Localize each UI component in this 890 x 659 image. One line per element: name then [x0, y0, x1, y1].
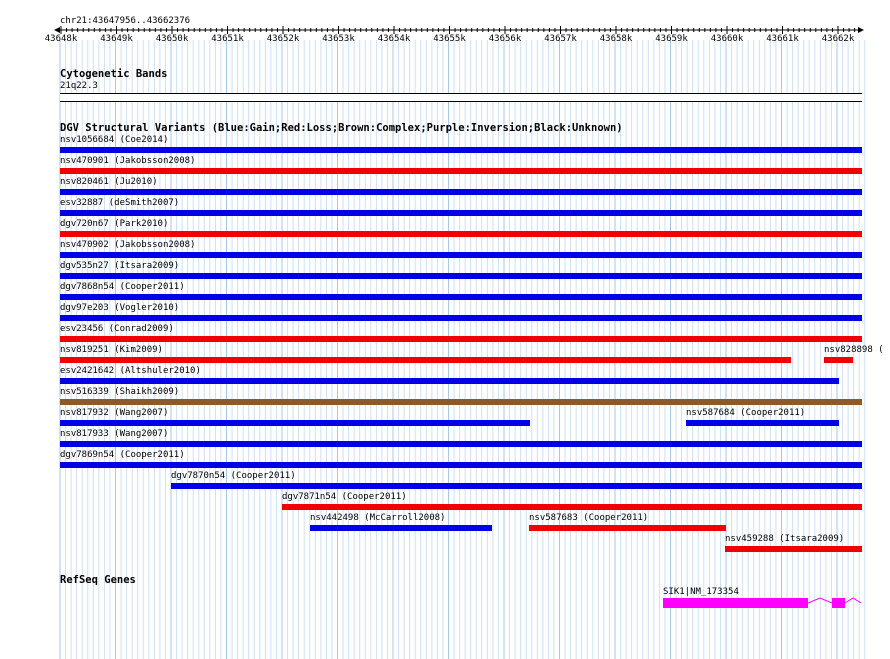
ruler-tick-label: 43651k [211, 34, 244, 44]
feature-bar-gain[interactable] [60, 441, 862, 447]
ruler-tick-label: 43660k [710, 34, 744, 44]
feature-label: nsv817932 (Wang2007) [60, 408, 169, 418]
feature-bar-gain[interactable] [60, 147, 862, 153]
ruler-tick-label: 43654k [377, 34, 411, 44]
feature-label: nsv516339 (Shaikh2009) [60, 387, 180, 397]
feature-label: nsv587683 (Cooper2011) [529, 513, 649, 523]
feature-bar-loss[interactable] [60, 336, 862, 342]
feature-bar-gain[interactable] [60, 252, 862, 258]
cytoband-bar[interactable] [60, 93, 862, 102]
feature-label: dgv720n67 (Park2010) [60, 219, 169, 229]
feature-label: nsv828898 ( [824, 345, 884, 355]
feature-bar-loss[interactable] [60, 168, 862, 174]
feature-bar-loss[interactable] [282, 504, 862, 510]
ruler-tick-label: 43656k [488, 34, 522, 44]
feature-bar-gain[interactable] [60, 315, 862, 321]
dgv-track-title[interactable]: DGV Structural Variants (Blue:Gain;Red:Loss;Brown:Complex;Purple:Inversion;Black:Unknown) [60, 122, 623, 134]
feature-label: nsv459288 (Itsara2009) [725, 534, 845, 544]
feature-label: nsv817933 (Wang2007) [60, 429, 169, 439]
feature-bar-gain[interactable] [60, 420, 530, 426]
ruler-tick-label: 43655k [433, 34, 466, 44]
feature-label: esv32887 (deSmith2007) [60, 198, 180, 208]
feature-label: nsv819251 (Kim2009) [60, 345, 163, 355]
feature-bar-gain[interactable] [60, 294, 862, 300]
gene-label: SIK1|NM_173354 [663, 587, 739, 597]
feature-bar-complex[interactable] [60, 399, 862, 405]
ruler-tick-label: 43657k [544, 34, 577, 44]
feature-bar-gain[interactable] [60, 210, 862, 216]
feature-bar-gain[interactable] [60, 273, 862, 279]
gene-model[interactable] [660, 597, 870, 611]
ruler-tick-label: 43662k [821, 34, 855, 44]
feature-label: dgv7870n54 (Cooper2011) [171, 471, 296, 481]
feature-label: esv2421642 (Altshuler2010) [60, 366, 201, 376]
feature-bar-gain[interactable] [60, 462, 862, 468]
feature-label: esv23456 (Conrad2009) [60, 324, 174, 334]
feature-label: nsv1056684 (Coe2014) [60, 135, 169, 145]
feature-bar-loss[interactable] [60, 357, 791, 363]
feature-bar-gain[interactable] [60, 378, 839, 384]
ruler-tick-label: 43661k [766, 34, 799, 44]
feature-label: dgv7868n54 (Cooper2011) [60, 282, 185, 292]
feature-bar-loss[interactable] [725, 546, 862, 552]
ruler-tick-label: 43648k [44, 34, 78, 44]
feature-bar-gain[interactable] [310, 525, 492, 531]
feature-bar-loss[interactable] [824, 357, 853, 363]
feature-bar-loss[interactable] [60, 231, 862, 237]
feature-label: dgv535n27 (Itsara2009) [60, 261, 180, 271]
feature-label: dgv97e203 (Vogler2010) [60, 303, 180, 313]
ruler-tick-label: 43650k [155, 34, 189, 44]
feature-label: nsv442498 (McCarroll2008) [310, 513, 446, 523]
ruler-location: chr21:43647956..43662376 [60, 16, 191, 26]
feature-bar-loss[interactable] [529, 525, 726, 531]
ruler-tick-label: 43652k [266, 34, 300, 44]
cytoband-track-title[interactable]: Cytogenetic Bands [60, 68, 168, 80]
feature-label: dgv7869n54 (Cooper2011) [60, 450, 185, 460]
ruler-tick-label: 43653k [322, 34, 355, 44]
cytoband-label: 21q22.3 [60, 81, 98, 91]
feature-label: nsv470902 (Jakobsson2008) [60, 240, 196, 250]
ruler-tick-label: 43658k [599, 34, 633, 44]
feature-label: nsv470901 (Jakobsson2008) [60, 156, 196, 166]
feature-label: nsv820461 (Ju2010) [60, 177, 158, 187]
refseq-track-title[interactable]: RefSeq Genes [60, 574, 136, 586]
ruler-tick-label: 43649k [100, 34, 133, 44]
feature-bar-gain[interactable] [60, 189, 862, 195]
feature-bar-gain[interactable] [686, 420, 839, 426]
feature-bar-gain[interactable] [171, 483, 862, 489]
feature-label: nsv587684 (Cooper2011) [686, 408, 806, 418]
ruler-tick-label: 43659k [655, 34, 688, 44]
feature-label: dgv7871n54 (Cooper2011) [282, 492, 407, 502]
